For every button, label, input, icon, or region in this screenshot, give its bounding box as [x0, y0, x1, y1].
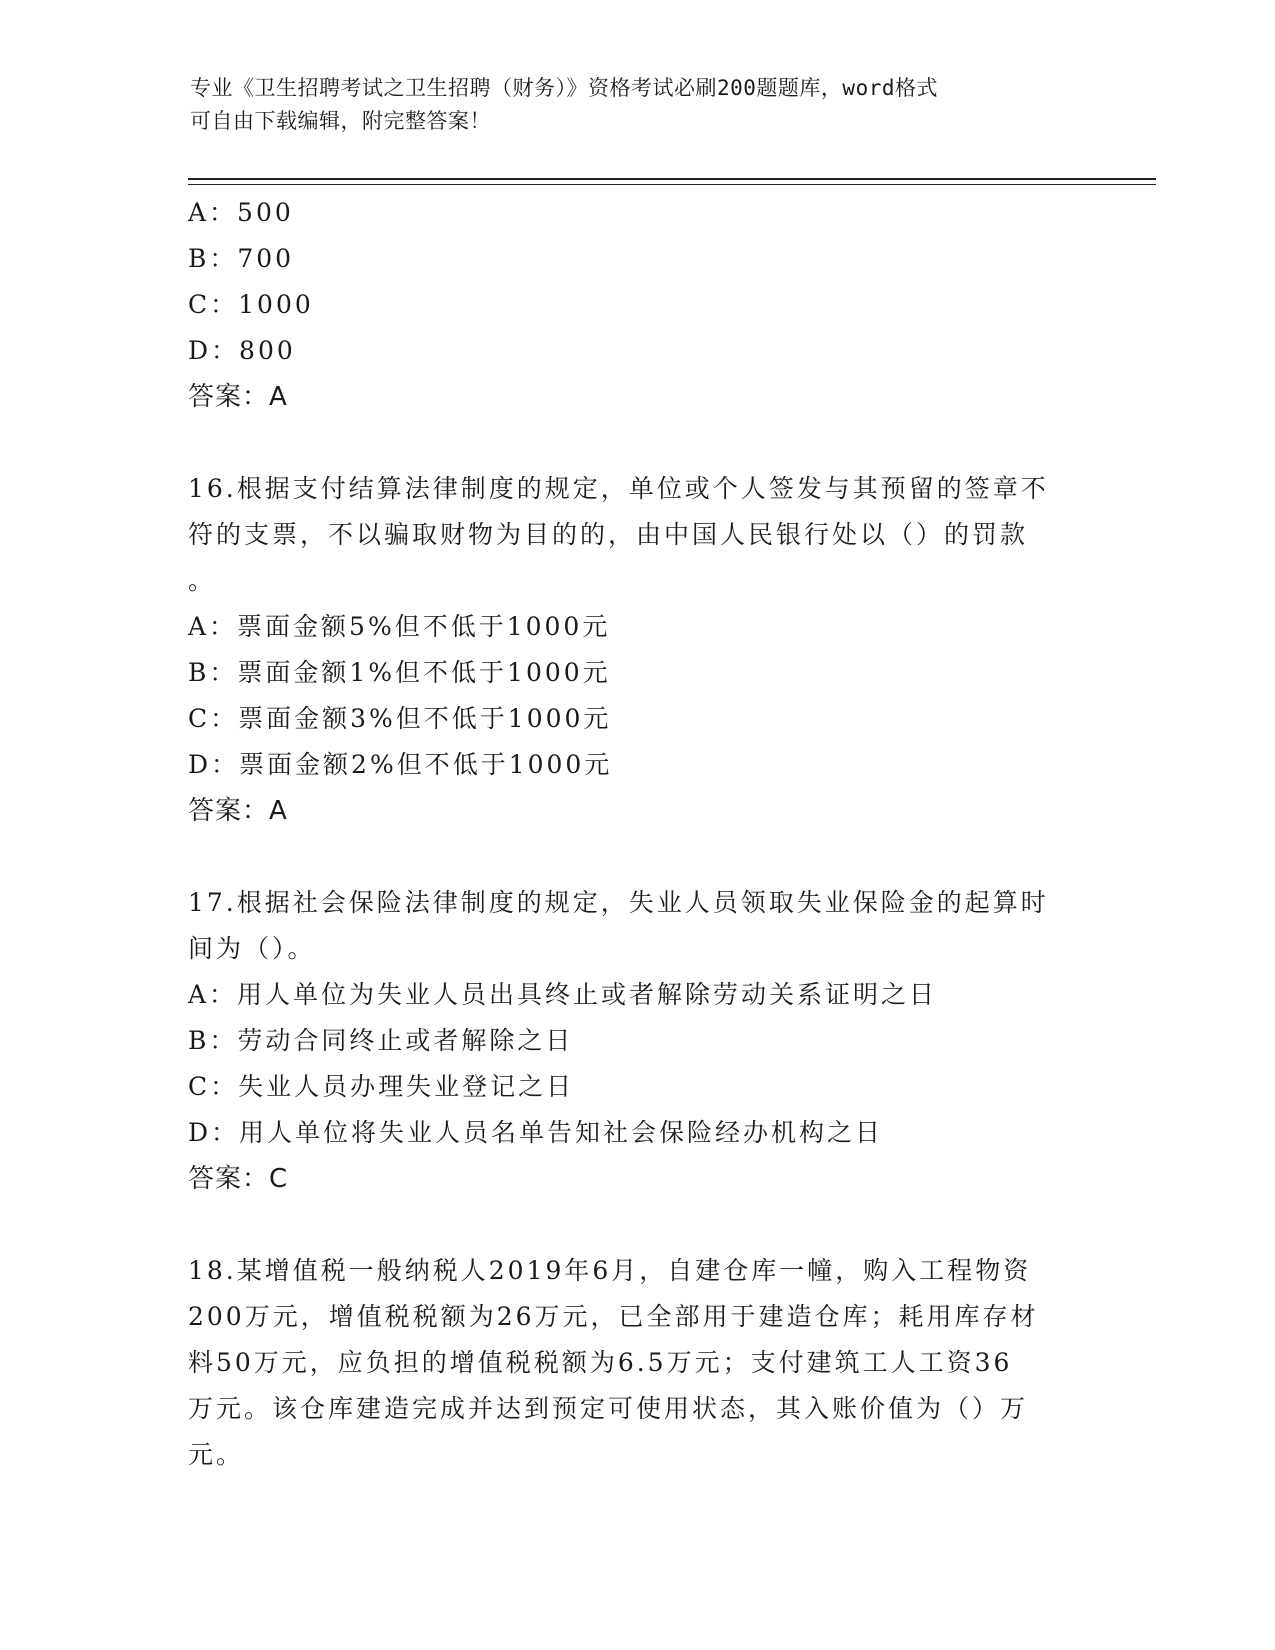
question-17 — [188, 880, 1088, 1202]
answer: 答案：A — [188, 796, 288, 826]
header-divider-thick — [188, 178, 1156, 180]
question-stem-line: 17.根据社会保险法律制度的规定，失业人员领取失业保险金的起算时 — [188, 888, 1049, 917]
document-header — [190, 72, 1090, 138]
option-d: D：票面金额2%但不低于1000元 — [188, 750, 613, 779]
option-c: C：票面金额3%但不低于1000元 — [188, 704, 612, 733]
option-a: A：票面金额5%但不低于1000元 — [188, 612, 611, 641]
option-c: C：失业人员办理失业登记之日 — [188, 1072, 575, 1101]
answer: 答案：A — [188, 382, 288, 412]
question-stem-line: 16.根据支付结算法律制度的规定，单位或个人签发与其预留的签章不 — [188, 474, 1049, 503]
header-title-line-1: 专业《卫生招聘考试之卫生招聘（财务）》资格考试必刷200题题库，word格式 — [190, 76, 938, 100]
option-b: B：劳动合同终止或者解除之日 — [188, 1026, 574, 1055]
question-stem-line: 200万元，增值税税额为26万元，已全部用于建造仓库；耗用库存材 — [188, 1302, 1039, 1331]
question-15 — [188, 190, 1088, 420]
option-d: D：用人单位将失业人员名单告知社会保险经办机构之日 — [188, 1118, 884, 1147]
option-c: C：1000 — [188, 290, 314, 319]
question-stem-line: 料50万元，应负担的增值税税额为6.5万元；支付建筑工人工资36 — [188, 1348, 1013, 1377]
option-d: D：800 — [188, 336, 296, 365]
option-a: A：用人单位为失业人员出具终止或者解除劳动关系证明之日 — [188, 980, 938, 1009]
question-stem-line: 间为（）。 — [188, 934, 316, 963]
question-stem-line: 18.某增值税一般纳税人2019年6月，自建仓库一幢，购入工程物资 — [188, 1256, 1032, 1285]
question-stem-line: 符的支票，不以骗取财物为目的的，由中国人民银行处以（）的罚款 — [188, 520, 1029, 549]
question-list — [188, 190, 1088, 1478]
question-stem-line: 元。 — [188, 1440, 245, 1469]
question-stem-line: 万元。该仓库建造完成并达到预定可使用状态，其入账价值为（）万 — [188, 1394, 1029, 1423]
question-18 — [188, 1248, 1088, 1478]
header-divider-thin — [188, 184, 1156, 185]
option-a: A：500 — [188, 198, 294, 227]
answer: 答案：C — [188, 1164, 289, 1194]
option-b: B：700 — [188, 244, 295, 273]
option-b: B：票面金额1%但不低于1000元 — [188, 658, 611, 687]
question-16 — [188, 466, 1088, 834]
question-stem-line: 。 — [188, 566, 217, 595]
header-title-line-2: 可自由下载编辑，附完整答案！ — [190, 109, 491, 133]
